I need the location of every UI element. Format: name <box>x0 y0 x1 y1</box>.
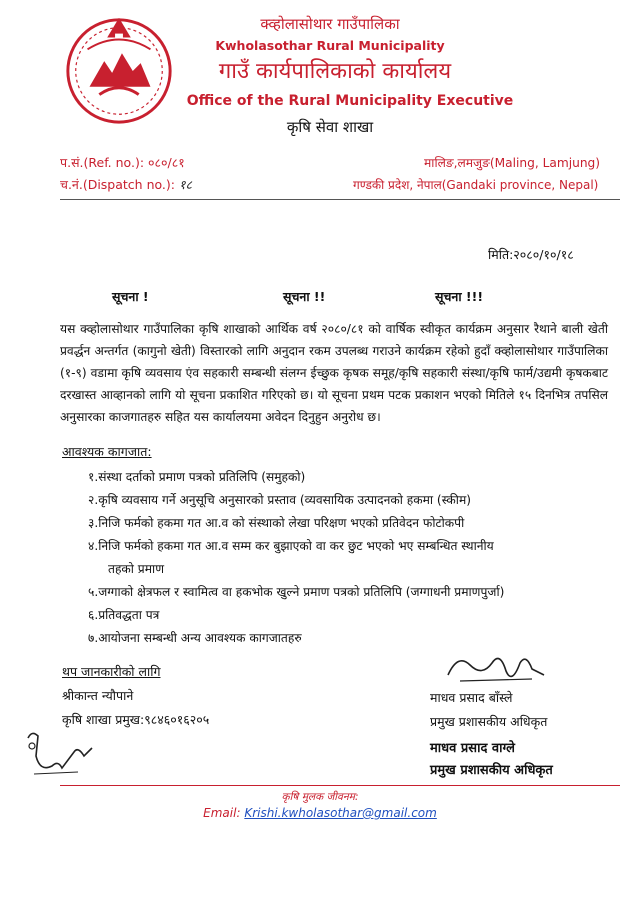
email-link[interactable]: Krishi.kwholasothar@gmail.com <box>244 806 437 820</box>
stamp-name: माधव प्रसाद वाग्ले <box>430 741 515 756</box>
address-line-2: गण्डकी प्रदेश, नेपाल(Gandaki province, Nepal) <box>353 178 599 192</box>
signatory-name: माधव प्रसाद बाँस्ले <box>430 690 513 705</box>
office-name-np: गाउँ कार्यपालिकाको कार्यालय <box>218 59 452 84</box>
date: मिति:२०८०/१०/१८ <box>488 247 574 262</box>
notice-3: सूचना !!! <box>435 289 484 304</box>
stamp-title: प्रमुख प्रशासकीय अधिकृत <box>430 763 553 778</box>
contact-heading: थप जानकारीको लागि <box>62 664 161 679</box>
contact-name: श्रीकान्त न्यौपाने <box>62 688 134 703</box>
municipality-name-en: Kwholasothar Rural Municipality <box>215 38 445 53</box>
ref-value: ०८०/८१ <box>148 155 185 170</box>
documents-list <box>88 466 613 650</box>
list-item-continuation: तहको प्रमाण <box>108 562 164 576</box>
documents-heading: आवश्यक कागजात: <box>62 444 152 459</box>
initials-signature <box>18 726 98 782</box>
footer-motto: कृषि मुलक जीवनम: <box>281 791 359 803</box>
government-emblem-logo <box>60 10 178 128</box>
dispatch-label: च.नं.(Dispatch no.): <box>60 177 175 192</box>
header-divider <box>60 199 620 200</box>
footer-email <box>160 806 480 820</box>
municipality-name-np: क्व्होलासोथार गाउँपालिका <box>260 15 400 33</box>
list-item: २.कृषि व्यवसाय गर्ने अनुसूचि अनुसारको प्रस्ताव (व्यवसायिक उत्पादनको हकमा (स्कीम) <box>88 493 471 507</box>
email-label: Email: <box>203 806 241 820</box>
notice-2: सूचना !! <box>283 289 326 304</box>
list-item: ७.आयोजना सम्बन्धी अन्य आवश्यक कागजातहरु <box>88 631 302 645</box>
footer-divider <box>60 785 620 786</box>
ref-label: प.सं.(Ref. no.): <box>60 155 145 170</box>
contact-phone: कृषि शाखा प्रमुख:९८४६०१६२०५ <box>62 712 210 727</box>
ref-number <box>60 154 185 171</box>
office-name-en: Office of the Rural Municipality Executive <box>186 93 514 109</box>
list-item: ४.निजि फर्मको हकमा गत आ.व सम्म कर बुझाएको वा कर छुट भएको भए सम्बन्धित स्थानीय <box>88 539 494 553</box>
list-item: १.संस्था दर्ताको प्रमाण पत्रको प्रतिलिपि (समुहको) <box>88 470 306 484</box>
list-item: ३.निजि फर्मको हकमा गत आ.व को संस्थाको लेखा परिक्षण भएको प्रतिवेदन फोटोकपी <box>88 516 465 530</box>
address-line-1: मालिङ,लमजुङ(Maling, Lamjung) <box>424 156 601 170</box>
signatory-title: प्रमुख प्रशासकीय अधिकृत <box>430 714 548 729</box>
notice-body-paragraph: यस क्व्होलासोथार गाउँपालिका कृषि शाखाको आर्थिक वर्ष २०८०/८१ को वार्षिक स्वीकृत कार्यक्रम अनुसार रैथाने बाली खेती प्रवर्द्धन अन्तर्गत (कागुनो खेती) विस्तारको लागि अनुदान रकम उपलब्ध गराउने कार्यक्रम रहेको हुदाँ क्व्होलासोथार गाउँपालिका (१-९) वडामा कृषि व्यवसाय एंव सहकारी सम्बन्धी संलग्न ईच्छुक कृषक समूह/कृषि सहकारी संस्था/कृषि फार्म/उद्यमी कृषकबाट दरखास्त आव्हानको लागि यो सूचना प्रकाशित गरिएको छ। यो सूचना प्रथम पटक प्रकाशन भएको मितिले १५ दिनभित्र तपसिल अनुसारका काजगातहरु सहित यस कार्यालयमा अवेदन दिनुहुन अनुरोध छ। <box>60 322 608 424</box>
list-item: ६.प्रतिवद्धता पत्र <box>88 608 160 622</box>
dispatch-number <box>60 176 192 193</box>
list-item: ५.जग्गाको क्षेत्रफल र स्वामित्व वा हकभोक खुल्ने प्रमाण पत्रको प्रतिलिपि (जग्गाधनी प्रमाणपुर्जा) <box>88 585 505 599</box>
notice-1: सूचना ! <box>112 289 149 304</box>
handwritten-signature <box>440 645 550 693</box>
branch-name: कृषि सेवा शाखा <box>286 118 374 136</box>
dispatch-value: १८ <box>178 177 192 192</box>
